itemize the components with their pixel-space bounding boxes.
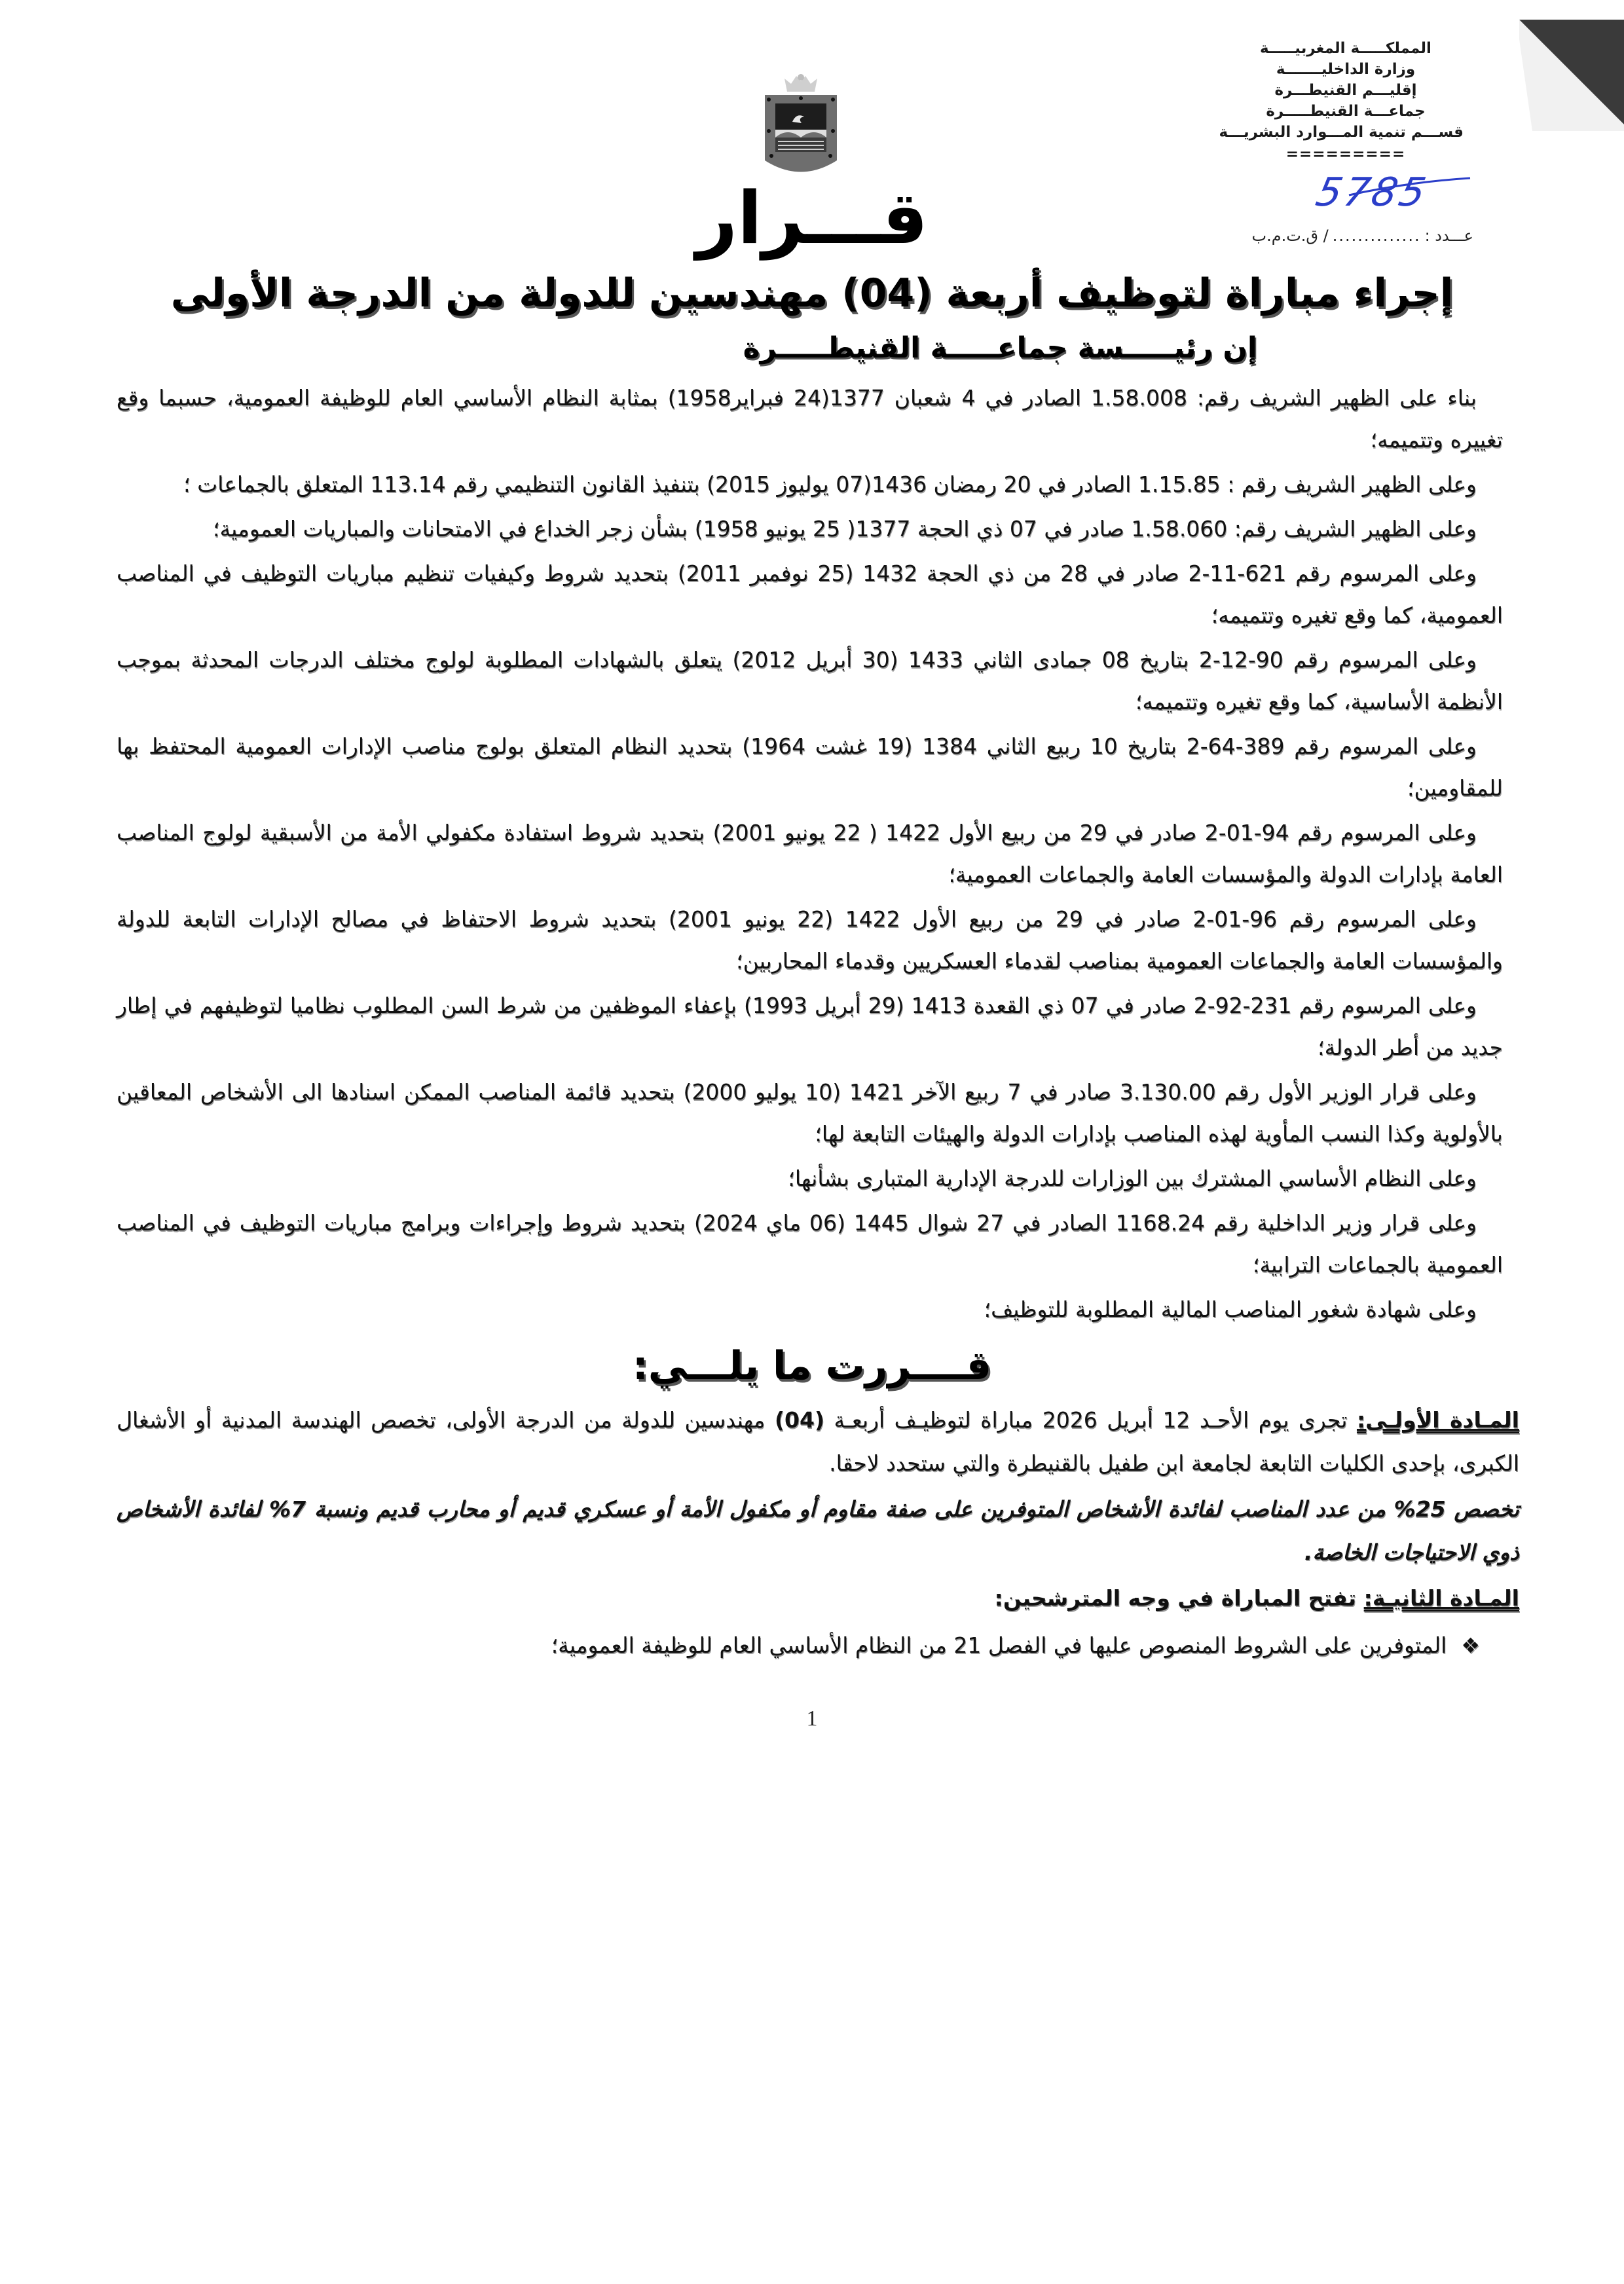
article-1 (117, 1399, 1519, 1485)
preamble-item: بناء على الظهير الشريف رقم: 1.58.008 الصادر في 4 شعبان 1377(24 فبراير1958) بمثابة النظام الأساسي العام للوظيفة العمومية، حسبما وقع تغييره وتتميمه؛ (117, 385, 1503, 452)
preamble-item: وعلى المرسوم رقم 94-01-2 صادر في 29 من ربيع الأول 1422 ( 22 يونيو 2001) بتحديد شروط استفادة مكفولي الأمة من الأسبقية لولوج المناصب العامة بإدارات الدولة والمؤسسات العامة والجماعات العمومية؛ (117, 820, 1503, 887)
preamble-section (117, 377, 1503, 1331)
reference-label: عـــدد : (1424, 227, 1473, 245)
preamble-item: وعلى النظام الأساسي المشترك بين الوزارات للدرجة الإدارية المتبارى بشأنها؛ (788, 1166, 1477, 1191)
articles-section (117, 1399, 1519, 1667)
article-1-quota-note: تخصص 25% من عدد المناصب لفائدة الأشخاص المتوفرين على صفة مقاوم أو مكفول الأمة أو عسكري قديم أو محارب قديم ونسبة 7% لفائدة الأشخاص ذوي الاحتياجات الخاصة. (117, 1496, 1519, 1565)
decided-heading: قــــررت ما يلـــي: (632, 1343, 992, 1389)
header-line-kingdom: المملكـــــة المغربيـــــة (1260, 40, 1431, 57)
preamble-item: وعلى قرار الوزير الأول رقم 3.130.00 صادر في 7 ربيع الآخر 1421 (10 يوليو 2000) بتحديد قائمة المناصب الممكن اسنادها الى الأشخاص المعاقين بالأولوية وكذا النسب المأوية لهذه المناصب بإدارات الدولة والهيئات التابعة لها؛ (117, 1079, 1503, 1147)
header-line-commune: جماعـــة القنيطـــــرة (1266, 103, 1426, 120)
header-line-province: إقليـــم القنيطـــرة (1274, 82, 1417, 99)
issuer-line: إن رئيـــــسة جماعـــــة القنيطـــــرة (743, 331, 1257, 365)
preamble-item: وعلى المرسوم رقم 389-64-2 بتاريخ 10 ربيع الثاني 1384 (19 غشت 1964) بتحديد النظام المتعلق بولوج مناصب الإدارات العمومية المحتفظ بها للمقاومين؛ (117, 733, 1503, 801)
header-line-ministry: وزارة الداخليـــــــة (1276, 61, 1416, 78)
list-item (117, 1624, 1519, 1667)
decision-subject-title: إجراء مباراة لتوظيف أربعة (04) مهندسين للدولة من الدرجة الأولى (170, 270, 1454, 316)
preamble-item: وعلى قرار وزير الداخلية رقم 1168.24 الصادر في 27 شوال 1445 (06 ماي 2024) بتحديد شروط وإجراءات وبرامج مباريات التوظيف في المناصب العمومية بالجماعات الترابية؛ (117, 1210, 1503, 1278)
preamble-item: وعلى المرسوم رقم 90-12-2 بتاريخ 08 جمادى الثاني 1433 (30 أبريل 2012) يتعلق بالشهادات المطلوبة لولوج مختلف الدرجات المحدثة بموجب الأنظمة الأساسية، كما وقع تغيره وتتميمه؛ (117, 647, 1503, 714)
preamble-item: وعلى المرسوم رقم 621-11-2 صادر في 28 من ذي الحجة 1432 (25 نوفمبر 2011) بتحديد شروط وكيفيات تنظيم مباريات التوظيف في المناصب العمومية، كما وقع تغيره وتتميمه؛ (117, 561, 1503, 628)
article-2-text: تفتح المباراة في وجه المترشحين: (994, 1585, 1364, 1611)
header-separator: ========= (1285, 146, 1406, 163)
reference-suffix: / ق.ت.م.ب (1251, 227, 1329, 245)
document-type-title: قـــرار (695, 176, 929, 260)
article-1-text-before: تجرى يوم الأحـد 12 أبريل 2026 مباراة لتوظيـف أربعـة (824, 1407, 1357, 1433)
article-1-count: (04) (774, 1407, 825, 1433)
preamble-item: وعلى شهادة شغور المناصب المالية المطلوبة للتوظيف؛ (984, 1297, 1477, 1322)
reference-dots: .............. (1332, 227, 1421, 245)
header-line-department: قســـم تنمية المـــوارد البشريـــة (1219, 124, 1464, 141)
page-number: 1 (806, 1706, 818, 1731)
article-2-label: المـادة الثانيـة: (1363, 1585, 1519, 1611)
preamble-item: وعلى المرسوم رقم 231-92-2 صادر في 07 ذي القعدة 1413 (29 أبريل 1993) بإعفاء الموظفين من شرط السن المطلوب نظاميا لتوظيفهم في إطار جديد من أطر الدولة؛ (117, 993, 1503, 1060)
reference-number-handwritten: 5785 (1312, 170, 1433, 215)
preamble-item: وعلى الظهير الشريف رقم : 1.15.85 الصادر في 20 رمضان 1436(07 يوليوز 2015) بتنفيذ القانون التنظيمي رقم 113.14 المتعلق بالجماعات ؛ (183, 471, 1477, 497)
article-1-text-after: مهندسين للدولة من الدرجة الأولى، تخصص الهندسة المدنية أو الأشغال الكبرى، بإحدى الكليات التابعة لجامعة ابن طفيل بالقنيطرة والتي ستحدد لاحقا. (117, 1407, 1519, 1476)
preamble-item: وعلى المرسوم رقم 96-01-2 صادر في 29 من ربيع الأول 1422 (22 يونيو 2001) بتحديد شروط الاحتفاظ في مصالح الإدارات التابعة للدولة والمؤسسات العامة والجماعات العمومية بمناصب لقدماء العسكريين وقدماء المحاربين؛ (117, 906, 1503, 974)
article-2-bullet-text: المتوفرين على الشروط المنصوص عليها في الفصل 21 من النظام الأساسي العام للوظيفة العمومية؛ (551, 1632, 1447, 1658)
article-2 (117, 1577, 1519, 1620)
article-1-label: المـادة الأولـى: (1356, 1407, 1519, 1433)
diamond-bullet-icon: ❖ (1461, 1633, 1480, 1658)
preamble-item: وعلى الظهير الشريف رقم: 1.58.060 صادر في 07 ذي الحجة 1377( 25 يونيو 1958) بشأن زجر الخداع في الامتحانات والمباريات العمومية؛ (213, 516, 1477, 542)
